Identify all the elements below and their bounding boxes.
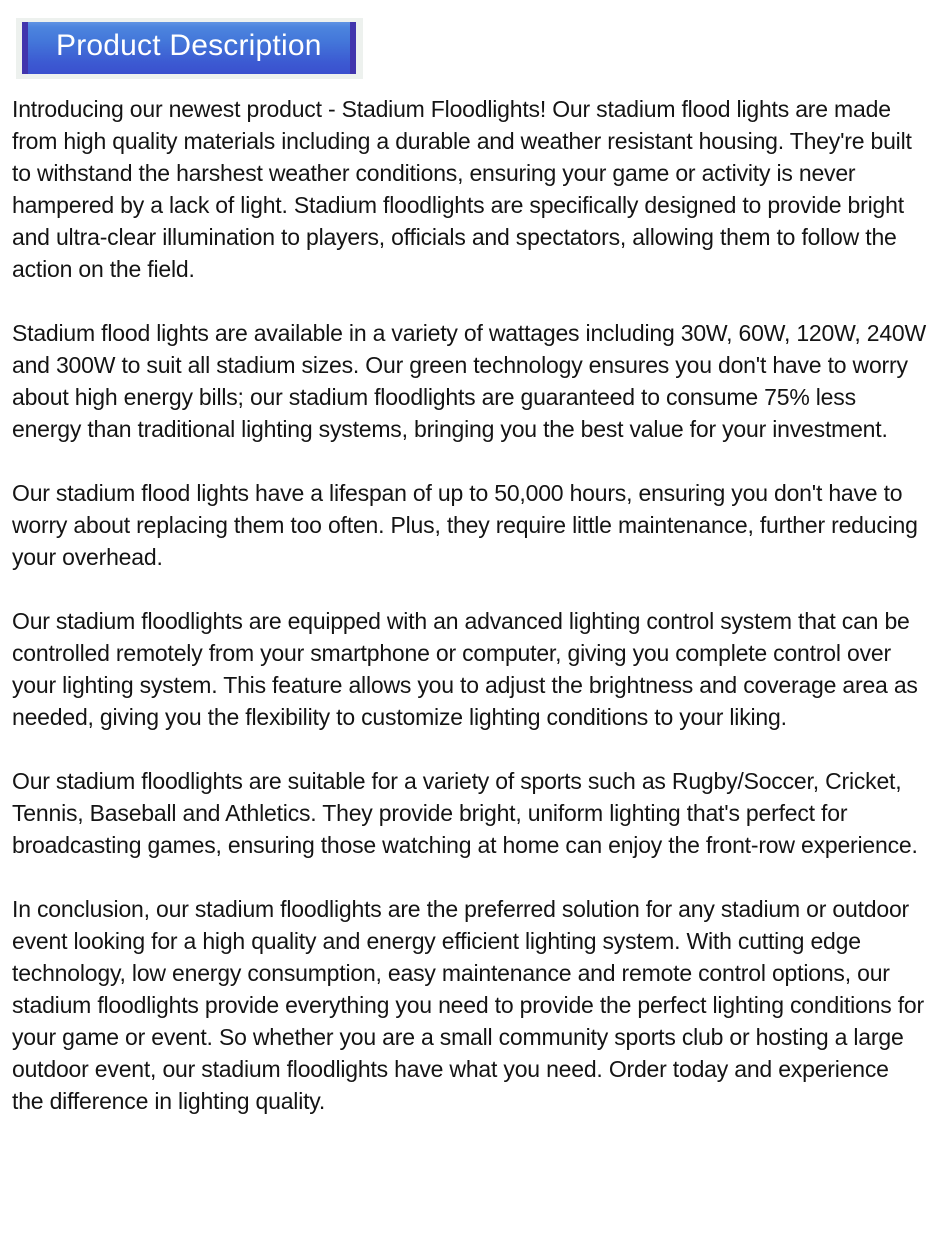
description-text-block [12,93,926,1117]
description-paragraph-control: Our stadium floodlights are equipped with an advanced lighting control system that can be controlled remotely from your smartphone or computer, giving you complete control over your lighting system. This feature allows you to adjust the brightness and coverage area as needed, giving you the flexibility to customize lighting conditions to your liking. [12,608,918,730]
section-title: Product Description [56,29,322,62]
section-header [22,22,356,74]
description-paragraph-lifespan: Our stadium flood lights have a lifespan of up to 50,000 hours, ensuring you don't have to worry about replacing them too often. Plus, they require little maintenance, further reducing your overhead. [12,480,918,570]
description-paragraph-intro: Introducing our newest product - Stadium Floodlights! Our stadium flood lights are made from high quality materials including a durable and weather resistant housing. They're built to withstand the harshest weather conditions, ensuring your game or activity is never hampered by a lack of light. Stadium floodlights are specifically designed to provide bright and ultra-clear illumination to players, officials and spectators, allowing them to follow the action on the field. [12,96,912,282]
description-paragraph-wattages: Stadium flood lights are available in a variety of wattages including 30W, 60W, 120W, 240W and 300W to suit all stadium sizes. Our green technology ensures you don't have to worry about high energy bills; our stadium floodlights are guaranteed to consume 75% less energy than traditional lighting systems, bringing you the best value for your investment. [12,320,927,442]
section-header-banner [16,18,363,79]
description-paragraph-sports: Our stadium floodlights are suitable for a variety of sports such as Rugby/Soccer, Cricket, Tennis, Baseball and Athletics. They provide bright, uniform lighting that's perfect for broadcasting games, ensuring those watching at home can enjoy the front-row experience. [12,768,918,858]
description-paragraph-conclusion: In conclusion, our stadium floodlights are the preferred solution for any stadium or outdoor event looking for a high quality and energy efficient lighting system. With cutting edge technology, low energy consumption, easy maintenance and remote control options, our stadium floodlights provide everything you need to provide the perfect lighting conditions for your game or event. So whether you are a small community sports club or hosting a large outdoor event, our stadium floodlights have what you need. Order today and experience the difference in lighting quality. [12,896,924,1114]
